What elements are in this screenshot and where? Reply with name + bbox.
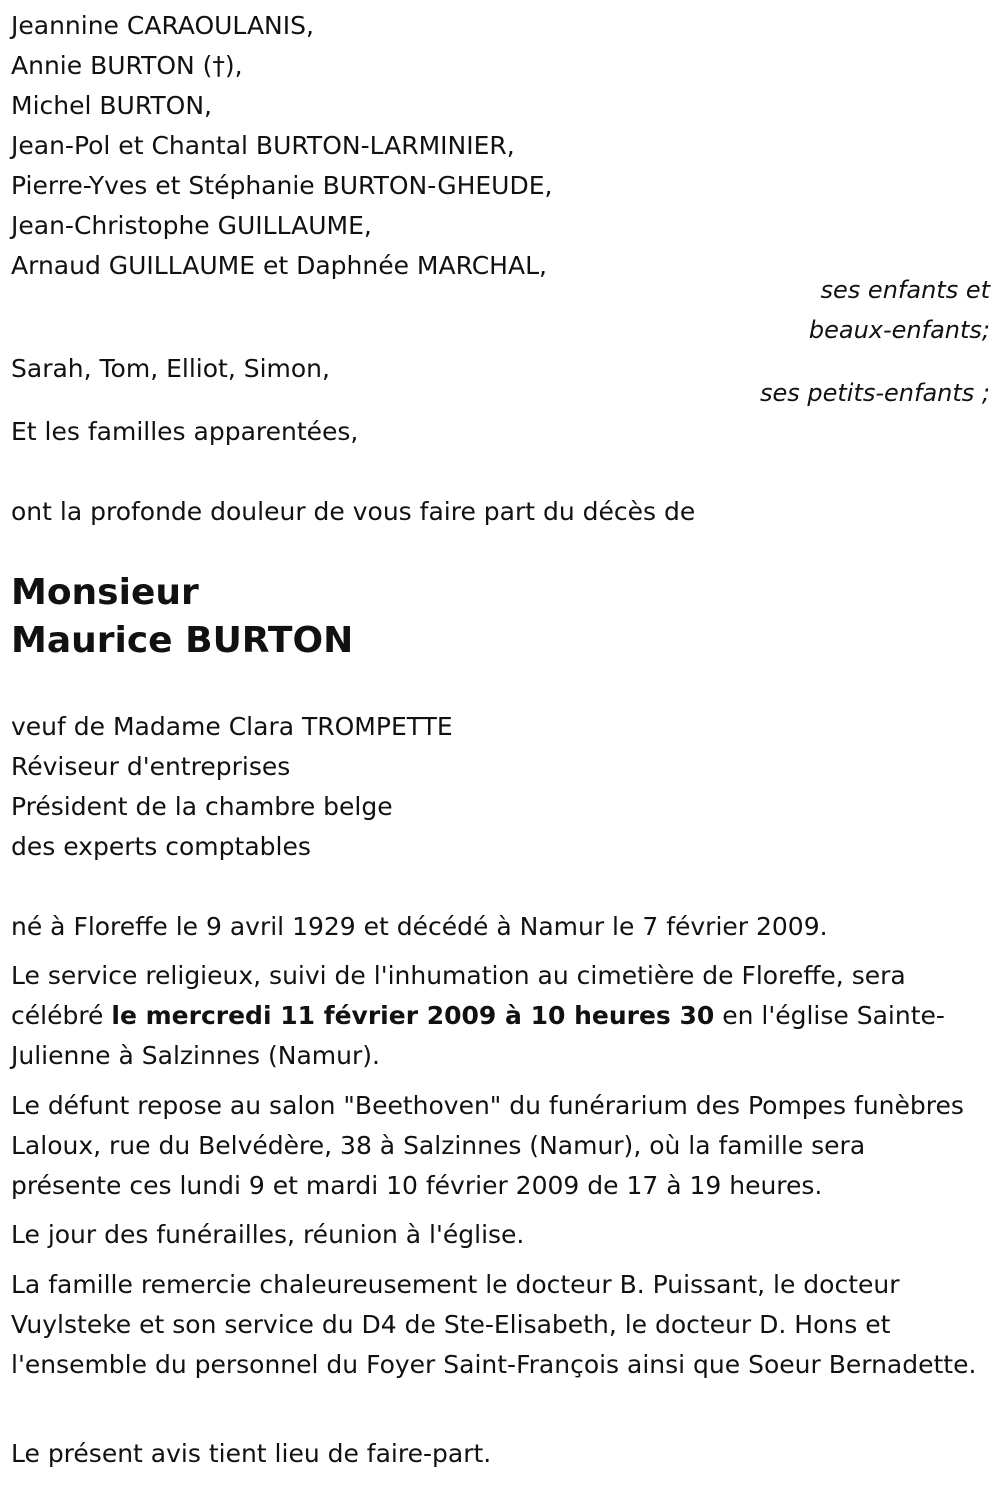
funeral-gathering: Le jour des funérailles, réunion à l'église. <box>11 1220 525 1249</box>
birth-death-dates: né à Floreffe le 9 avril 1929 et décédé à Namur le 7 février 2009. <box>11 912 828 941</box>
deceased-title: Monsieur <box>11 572 199 613</box>
widow-of: veuf de Madame Clara TROMPETTE <box>11 712 453 741</box>
thanks-paragraph: La famille remercie chaleureusement le docteur B. Puissant, le docteur Vuylsteke et son service du D4 de Ste-Elisabeth, le docteur D. Hons et l'ensemble du personnel du Foyer Saint-François ainsi que Soeur Bernadette. <box>11 1270 977 1379</box>
closing-note: Le présent avis tient lieu de faire-part. <box>11 1439 492 1468</box>
role-line-2: des experts comptables <box>11 832 311 861</box>
children-note-line-2: beaux-enfants; <box>808 316 990 344</box>
service-date-time: le mercredi 11 février 2009 à 10 heures 30 <box>111 1001 715 1030</box>
service-text-before: Le service religieux, suivi de l'inhumation au cimetière de Floreffe, sera célébré <box>11 961 906 1030</box>
related-families: Et les familles apparentées, <box>11 417 359 446</box>
grandchildren-note: ses petits-enfants ; <box>759 379 990 407</box>
visitation-paragraph: Le défunt repose au salon "Beethoven" du funérarium des Pompes funèbres Laloux, rue du Belvédère, 38 à Salzinnes (Namur), où la famille sera présente ces lundi 9 et mardi 10 février 2009 de 17 à 19 heures. <box>11 1091 964 1200</box>
family-member-2: Annie BURTON (†), <box>11 51 243 80</box>
occupation: Réviseur d'entreprises <box>11 752 291 781</box>
deceased-name: Maurice BURTON <box>11 620 354 661</box>
children-note-line-1: ses enfants et <box>820 276 990 304</box>
family-member-5: Pierre-Yves et Stéphanie BURTON-GHEUDE, <box>11 171 553 200</box>
grandchildren-names: Sarah, Tom, Elliot, Simon, <box>11 354 330 383</box>
family-member-7: Arnaud GUILLAUME et Daphnée MARCHAL, <box>11 251 547 280</box>
service-text-after: en l'église Sainte-Julienne à Salzinnes (Namur). <box>11 1001 945 1070</box>
service-paragraph <box>11 956 981 1076</box>
role-line-1: Président de la chambre belge <box>11 792 393 821</box>
family-member-4: Jean-Pol et Chantal BURTON-LARMINIER, <box>11 131 515 160</box>
family-member-1: Jeannine CARAOULANIS, <box>11 11 314 40</box>
announcement-intro: ont la profonde douleur de vous faire part du décès de <box>11 497 696 526</box>
family-member-6: Jean-Christophe GUILLAUME, <box>11 211 372 240</box>
family-member-3: Michel BURTON, <box>11 91 212 120</box>
